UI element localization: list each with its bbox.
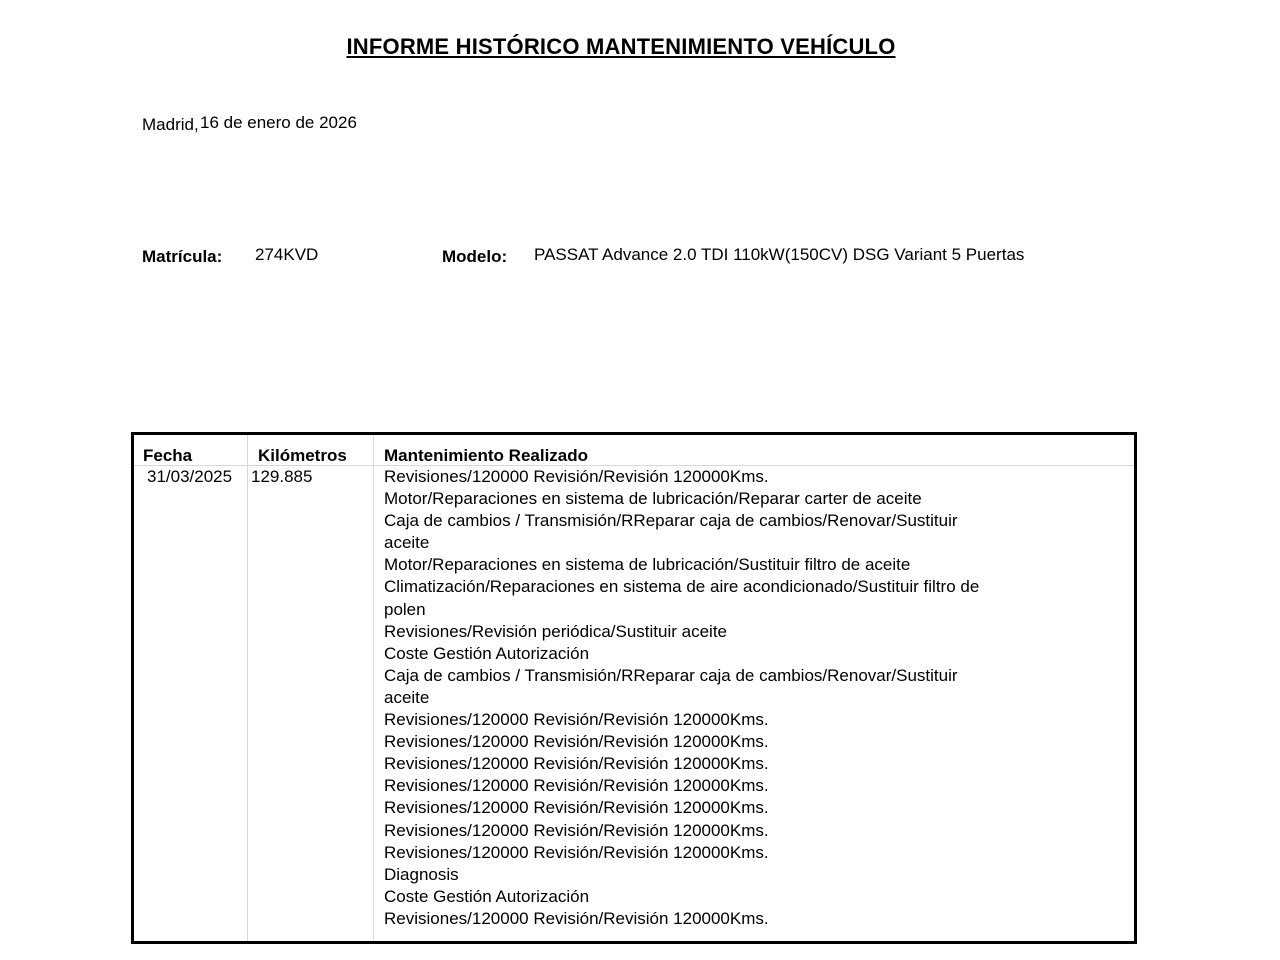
report-date: 16 de enero de 2026 (200, 113, 357, 132)
maintenance-line: Motor/Reparaciones en sistema de lubricación/Sustituir filtro de aceite (384, 555, 911, 575)
maintenance-line: Revisiones/120000 Revisión/Revisión 120000Kms. (384, 842, 769, 862)
maintenance-line: Revisiones/Revisión periódica/Sustituir aceite (384, 621, 727, 641)
header-date: Fecha (143, 446, 193, 465)
header-maintenance: Mantenimiento Realizado (384, 446, 589, 465)
row-km: 129.885 (251, 467, 313, 486)
maintenance-list (384, 466, 999, 930)
row-date: 31/03/2025 (147, 467, 233, 486)
maintenance-line: Climatización/Reparaciones en sistema de aire acondicionado/Sustituir filtro de (384, 577, 980, 597)
maintenance-table (131, 432, 1137, 944)
plate-value: 274KVD (255, 245, 319, 264)
header-km: Kilómetros (258, 446, 347, 465)
report-title: INFORME HISTÓRICO MANTENIMIENTO VEHÍCULO (346, 34, 896, 59)
maintenance-line: Coste Gestión Autorización (384, 643, 590, 663)
maintenance-line: Motor/Reparaciones en sistema de lubricación/Reparar carter de aceite (384, 489, 922, 509)
model-label: Modelo: (442, 247, 508, 266)
maintenance-line: Revisiones/120000 Revisión/Revisión 120000Kms. (384, 776, 769, 796)
maintenance-line: Revisiones/120000 Revisión/Revisión 120000Kms. (384, 798, 769, 818)
maintenance-line: Diagnosis (384, 864, 459, 884)
maintenance-line: Revisiones/120000 Revisión/Revisión 120000Kms. (384, 467, 769, 486)
maintenance-line: Coste Gestión Autorización (384, 886, 590, 906)
maintenance-line: Caja de cambios / Transmisión/RReparar caja de cambios/Renovar/Sustituir (384, 665, 958, 685)
column-divider (247, 435, 248, 941)
maintenance-line: aceite (384, 687, 430, 707)
maintenance-line: Revisiones/120000 Revisión/Revisión 120000Kms. (384, 710, 769, 730)
maintenance-line: aceite (384, 533, 430, 553)
plate-label: Matrícula: (142, 247, 223, 266)
place-label: Madrid, (142, 115, 199, 134)
maintenance-line: Revisiones/120000 Revisión/Revisión 120000Kms. (384, 754, 769, 774)
model-value: PASSAT Advance 2.0 TDI 110kW(150CV) DSG Variant 5 Puertas (534, 245, 1025, 264)
maintenance-line: Revisiones/120000 Revisión/Revisión 120000Kms. (384, 732, 769, 752)
column-divider (373, 435, 374, 941)
maintenance-line: Revisiones/120000 Revisión/Revisión 120000Kms. (384, 908, 769, 928)
maintenance-line: polen (384, 599, 426, 619)
maintenance-line: Revisiones/120000 Revisión/Revisión 120000Kms. (384, 820, 769, 840)
maintenance-line: Caja de cambios / Transmisión/RReparar caja de cambios/Renovar/Sustituir (384, 511, 958, 531)
